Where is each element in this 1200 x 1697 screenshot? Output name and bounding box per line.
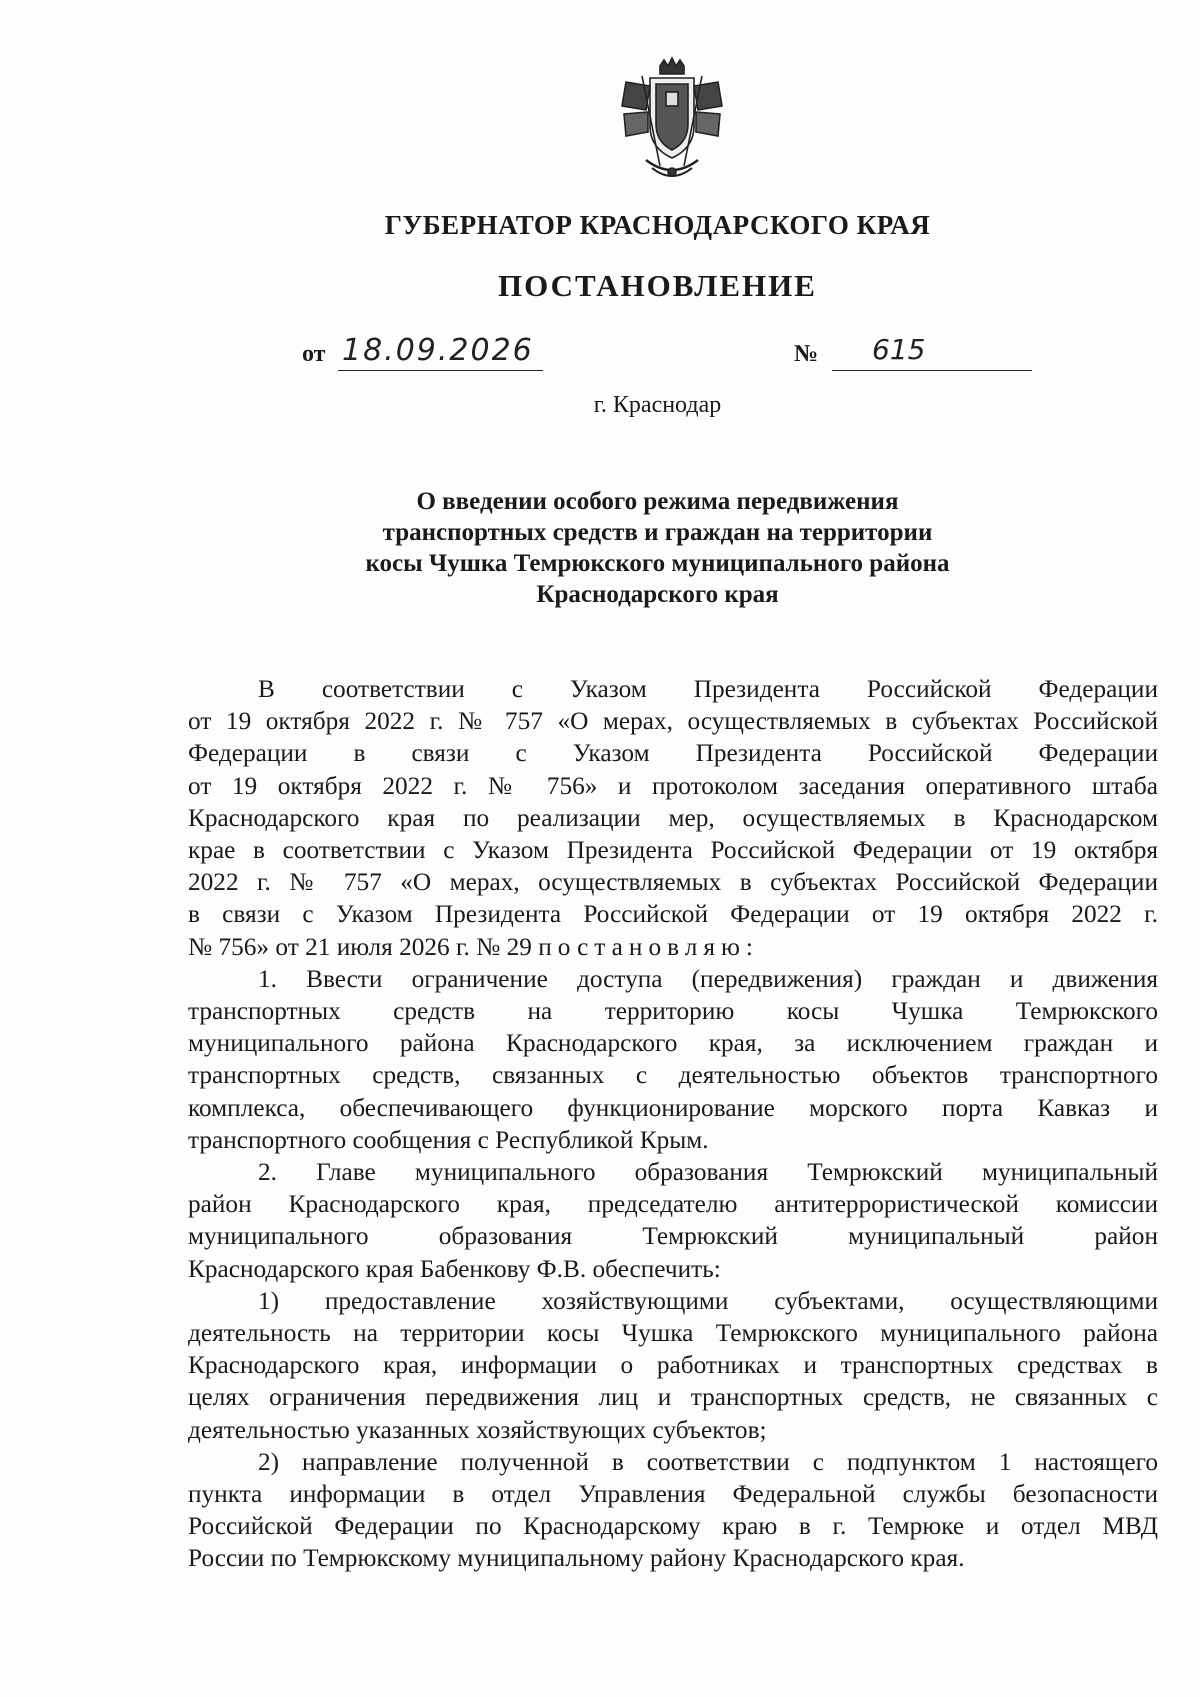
subject-line: транспортных средств и граждан на территории	[382, 519, 933, 546]
body-line: деятельность на территории косы Чушка Темрюкского муниципального района	[188, 1319, 1158, 1348]
body-line: № 756» от 21 июля 2026 г. № 29	[188, 932, 532, 961]
body-line: Федерации в связи с Указом Президента Российской Федерации	[188, 739, 1158, 768]
document-body	[188, 673, 1158, 1575]
body-line: 1. Ввести ограничение доступа (передвижения) граждан и движения	[258, 964, 1158, 993]
body-line: в связи с Указом Президента Российской Федерации от 19 октября 2022 г.	[188, 900, 1158, 929]
issuer-title: ГУБЕРНАТОР КРАСНОДАРСКОГО КРАЯ	[384, 210, 931, 240]
body-line: 1) предоставление хозяйствующими субъектами, осуществляющими	[258, 1286, 1158, 1315]
body-line: целях ограничения передвижения лиц и транспортных средств, не связанных с	[188, 1383, 1158, 1412]
document-type-heading: ПОСТАНОВЛЕНИЕ	[498, 268, 817, 303]
resolution-word: постановляю:	[538, 932, 759, 961]
body-line: Краснодарского края Бабенкову Ф.В. обеспечить:	[188, 1254, 721, 1283]
coat-of-arms-emblem	[612, 56, 732, 186]
date-number-row	[302, 333, 1032, 373]
body-line: 2) направление полученной в соответствии с подпунктом 1 настоящего	[258, 1447, 1158, 1476]
subject-line: косы Чушка Темрюкского муниципального района	[365, 550, 950, 577]
subject-line: Краснодарского края	[536, 581, 779, 608]
body-line: транспортного сообщения с Республикой Крым.	[188, 1125, 709, 1154]
body-line: Краснодарского края, информации о работниках и транспортных средствах в	[188, 1351, 1158, 1380]
date-label: от	[302, 341, 326, 367]
body-line: муниципального района Краснодарского края, за исключением граждан и	[188, 1029, 1158, 1058]
number-underline	[832, 370, 1032, 371]
subject-line: О введении особого режима передвижения	[416, 488, 899, 515]
body-line: В соответствии с Указом Президента Российской Федерации	[258, 675, 1158, 703]
body-line: Краснодарского края по реализации мер, осуществляемых в Краснодарском	[188, 803, 1158, 832]
number-value: 615	[872, 333, 926, 366]
body-line: район Краснодарского края, председателю антитеррористической комиссии	[188, 1190, 1158, 1219]
body-line: муниципального образования Темрюкский муниципальный район	[188, 1222, 1158, 1251]
number-label: №	[794, 341, 819, 367]
document-subject	[0, 486, 1200, 610]
body-line: от 19 октября 2022 г. № 756» и протоколом заседания оперативного штаба	[188, 771, 1158, 800]
body-line: комплекса, обеспечивающего функционирование морского порта Кавказ и	[188, 1093, 1158, 1122]
city-of-issue: г. Краснодар	[593, 392, 722, 418]
body-line: транспортных средств, связанных с деятельностью объектов транспортного	[188, 1061, 1158, 1090]
body-line: крае в соответствии с Указом Президента Российской Федерации от 19 октября	[188, 836, 1158, 865]
body-line: транспортных средств на территорию косы Чушка Темрюкского	[188, 997, 1158, 1026]
date-value: 18.09.2026	[342, 333, 534, 368]
body-line: пункта информации в отдел Управления Федеральной службы безопасности	[188, 1480, 1158, 1509]
body-line: 2. Главе муниципального образования Темрюкский муниципальный	[258, 1158, 1158, 1187]
body-line: деятельностью указанных хозяйствующих субъектов;	[188, 1415, 767, 1444]
body-line: Российской Федерации по Краснодарскому краю в г. Темрюке и отдел МВД	[188, 1512, 1158, 1541]
body-line-resolution	[188, 931, 1158, 963]
date-underline	[338, 370, 543, 371]
body-line: 2022 г. № 757 «О мерах, осуществляемых в субъектах Российской Федерации	[188, 868, 1158, 897]
body-line: от 19 октября 2022 г. № 757 «О мерах, осуществляемых в субъектах Российской	[188, 707, 1158, 736]
body-line: России по Темрюкскому муниципальному району Краснодарского края.	[188, 1544, 965, 1573]
